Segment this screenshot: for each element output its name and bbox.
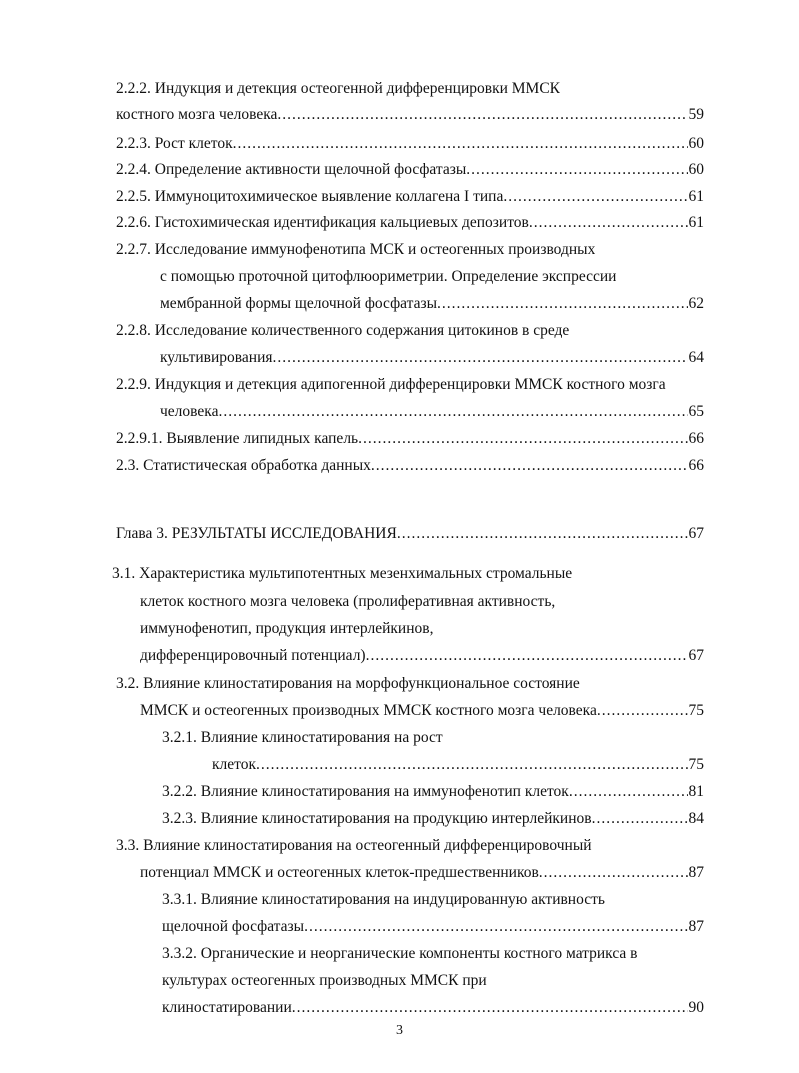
dot-leader: [569, 781, 688, 803]
toc-entry-3-3-line2: [140, 862, 704, 884]
toc-page-number: 87: [688, 864, 704, 881]
toc-entry-text: мембранной формы щелочной фосфатазы: [160, 295, 437, 312]
toc-entry-text: Глава 3. РЕЗУЛЬТАТЫ ИССЛЕДОВАНИЯ: [116, 525, 397, 542]
toc-entry-3-2-2: [162, 781, 704, 803]
toc-entry-3-3-1-line2: [162, 916, 704, 938]
toc-entry-text: 2.2.5. Иммуноцитохимическое выявление коллагена I типа: [116, 188, 504, 205]
toc-entry-3-1-line1: 3.1. Характеристика мультипотентных мезенхимальных стромальные: [112, 565, 573, 582]
page-number: 3: [396, 1023, 403, 1038]
toc-entry-2-2-2-line2: [116, 104, 704, 126]
toc-entry-text: клеток: [212, 756, 256, 773]
dot-leader: [529, 212, 688, 234]
toc-entry-3-3-2-line1: 3.3.2. Органические и неорганические компоненты костного матрикса в: [162, 945, 638, 962]
toc-page-number: 60: [688, 161, 704, 178]
toc-entry-3-2-line1: 3.2. Влияние клиностатирования на морфофункциональное состояние: [116, 675, 580, 692]
toc-page-number: 61: [688, 214, 704, 231]
toc-entry-2-2-6: [116, 212, 704, 234]
toc-entry-3-3-2-line2: культурах остеогенных производных ММСК при: [162, 972, 487, 989]
toc-page-number: 59: [688, 106, 704, 123]
dot-leader: [592, 808, 688, 830]
toc-entry-3-3-line1: 3.3. Влияние клиностатирования на остеогенный дифференцировочный: [116, 837, 592, 854]
toc-entry-3-1-line4: [140, 645, 704, 667]
toc-entry-2-3: [116, 455, 704, 477]
toc-entry-text: щелочной фосфатазы: [162, 918, 305, 935]
toc-entry-text: ММСК и остеогенных производных ММСК костного мозга человека: [140, 702, 597, 719]
dot-leader: [371, 455, 688, 477]
dot-leader: [218, 401, 687, 423]
toc-page-number: 75: [688, 702, 704, 719]
dot-leader: [503, 186, 687, 208]
toc-entry-3-2-line2: [140, 700, 704, 722]
toc-entry-text: костного мозга человека: [116, 106, 278, 123]
toc-entry-2-2-8-line2: [160, 347, 704, 369]
toc-entry-text: 3.2.2. Влияние клиностатирования на иммунофенотип клеток: [162, 783, 569, 800]
dot-leader: [256, 754, 688, 776]
toc-entry-text: 2.2.6. Гистохимическая идентификация кальциевых депозитов: [116, 214, 529, 231]
dot-leader: [397, 523, 688, 545]
toc-page-number: 62: [688, 295, 704, 312]
toc-entry-2-2-3: [116, 133, 704, 155]
dot-leader: [366, 645, 688, 667]
toc-entry-2-2-9-1: [116, 428, 704, 450]
toc-page-number: 87: [688, 918, 704, 935]
toc-page-number: 75: [688, 756, 704, 773]
toc-entry-text: дифференцировочный потенциал): [140, 647, 366, 664]
toc-entry-3-3-1-line1: 3.3.1. Влияние клиностатирования на индуцированную активность: [162, 891, 605, 908]
toc-page-number: 84: [688, 810, 704, 827]
toc-entry-3-2-1-line1: 3.2.1. Влияние клиностатирования на рост: [162, 729, 443, 746]
toc-page-number: 67: [688, 525, 704, 542]
toc-page-number: 66: [688, 430, 704, 447]
toc-entry-text: 2.2.9.1. Выявление липидных капель: [116, 430, 359, 447]
toc-entry-2-2-7-line3: [160, 293, 704, 315]
toc-page-number: 64: [688, 349, 704, 366]
toc-entry-text: человека: [160, 403, 219, 420]
toc-entry-2-2-9-line1: 2.2.9. Индукция и детекция адипогенной дифференцировки ММСК костного мозга: [116, 376, 666, 393]
toc-chapter-3: [116, 523, 704, 545]
toc-entry-text: 2.3. Статистическая обработка данных: [116, 457, 371, 474]
dot-leader: [273, 347, 688, 369]
toc-page-number: 60: [688, 135, 704, 152]
toc-page-number: 67: [688, 647, 704, 664]
toc-entry-2-2-7-line2: с помощью проточной цитофлюориметрии. Определение экспрессии: [160, 268, 617, 285]
dot-leader: [539, 862, 688, 884]
toc-entry-3-3-2-line3: [162, 997, 704, 1019]
toc-entry-2-2-5: [116, 186, 704, 208]
dot-leader: [277, 104, 687, 126]
toc-entry-2-2-7-line1: 2.2.7. Исследование иммунофенотипа МСК и остеогенных производных: [116, 241, 596, 258]
toc-entry-3-2-3: [162, 808, 704, 830]
toc-entry-text: 2.2.4. Определение активности щелочной фосфатазы: [116, 161, 467, 178]
toc-page-number: 90: [688, 999, 704, 1016]
toc-entry-3-2-1-line2: [212, 754, 704, 776]
dot-leader: [466, 159, 687, 181]
toc-entry-2-2-9-line2: [160, 401, 704, 423]
toc-entry-text: культивирования: [160, 349, 273, 366]
toc-page-number: 65: [688, 403, 704, 420]
dot-leader: [233, 133, 688, 155]
dot-leader: [437, 293, 688, 315]
toc-entry-text: клиностатировании: [162, 999, 292, 1016]
toc-entry-text: 2.2.3. Рост клеток: [116, 135, 233, 152]
dot-leader: [304, 916, 687, 938]
toc-entry-3-1-line2: клеток костного мозга человека (пролиферативная активность,: [140, 593, 556, 610]
toc-entry-2-2-8-line1: 2.2.8. Исследование количественного содержания цитокинов в среде: [116, 322, 570, 339]
toc-entry-3-1-line3: иммунофенотип, продукция интерлейкинов,: [140, 620, 434, 637]
toc-entry-2-2-4: [116, 159, 704, 181]
toc-page-number: 61: [688, 188, 704, 205]
toc-page-number: 81: [688, 783, 704, 800]
dot-leader: [597, 700, 688, 722]
toc-page-number: 66: [688, 457, 704, 474]
dot-leader: [358, 428, 687, 450]
dot-leader: [292, 997, 688, 1019]
toc-entry-text: 3.2.3. Влияние клиностатирования на продукцию интерлейкинов: [162, 810, 592, 827]
toc-entry-text: потенциал ММСК и остеогенных клеток-предшественников: [140, 864, 539, 881]
toc-entry-2-2-2-line1: 2.2.2. Индукция и детекция остеогенной дифференцировки ММСК: [116, 80, 561, 97]
